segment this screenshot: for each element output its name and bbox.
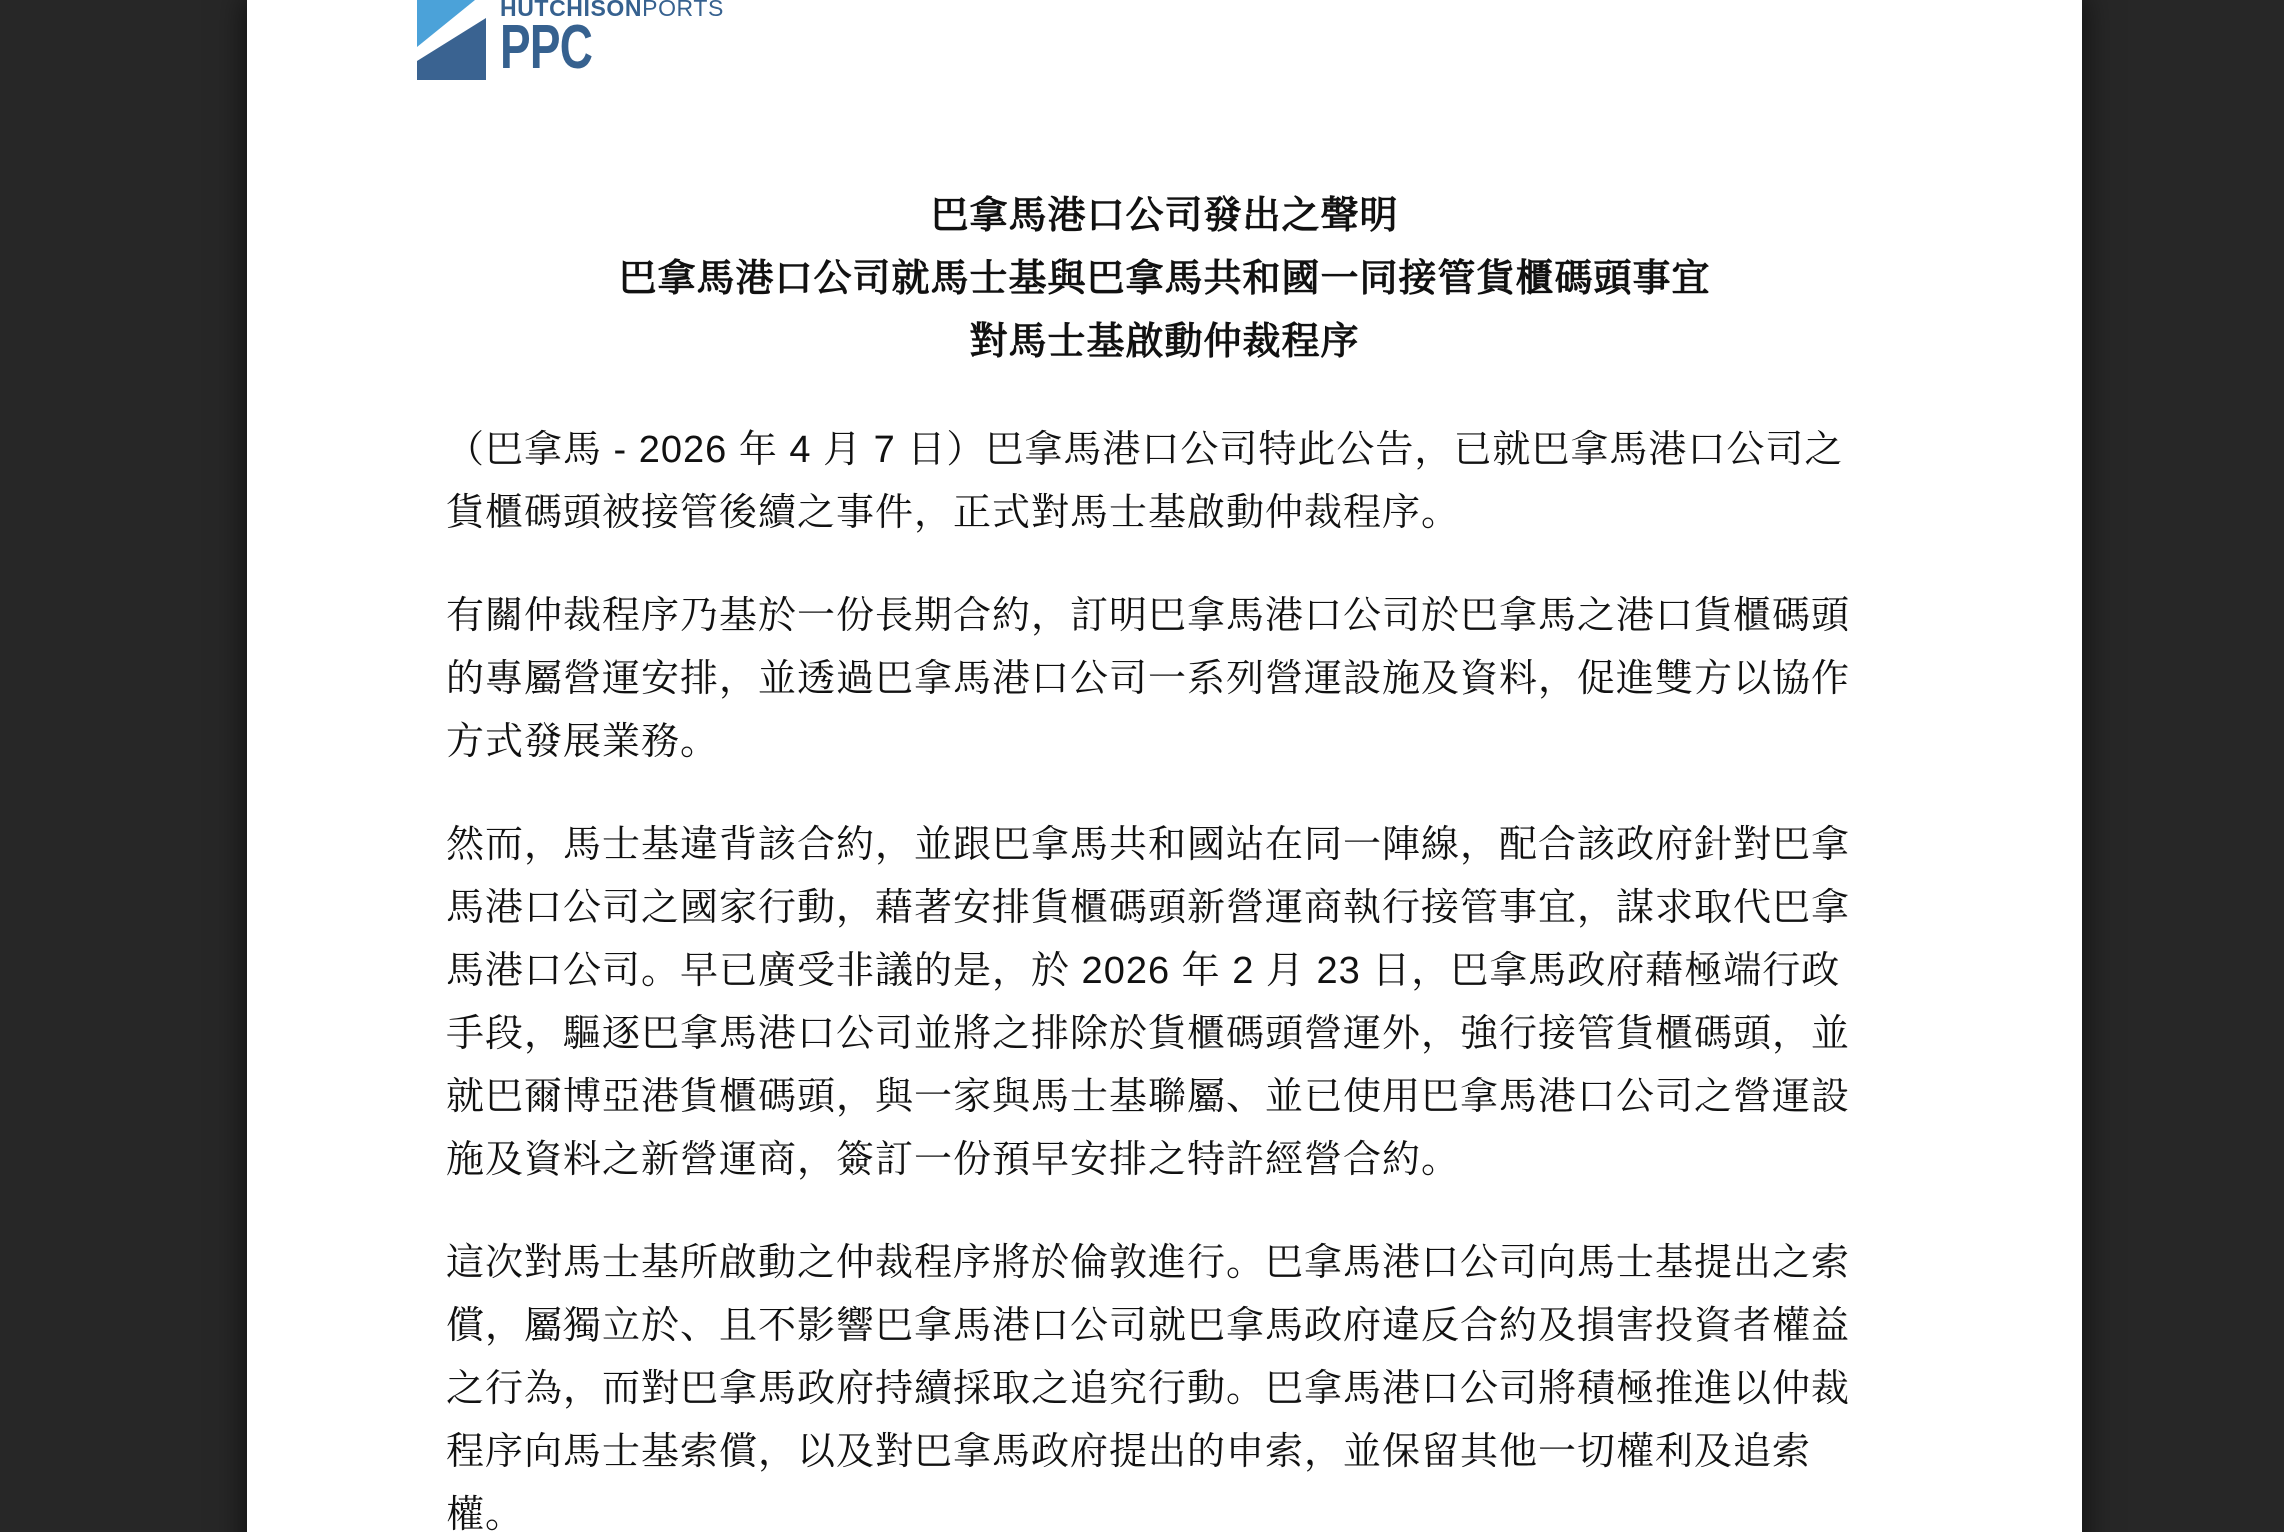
logo-unit-ppc: PPC: [500, 13, 593, 82]
paragraph: [446, 814, 1876, 1192]
paragraph: [446, 419, 1876, 545]
logo-brand-hutchison: HUTCHISON: [500, 0, 643, 21]
paragraph-line: 手段，驅逐巴拿馬港口公司並將之排除於貨櫃碼頭營運外，強行接管貨櫃碼頭，並: [446, 1013, 1851, 1055]
hutchison-ports-ppc-logo: [417, 0, 724, 80]
logo-text-block: [500, 0, 724, 80]
document-title: [247, 185, 2082, 374]
paragraph-line: 有關仲裁程序乃基於一份長期合約，訂明巴拿馬港口公司於巴拿馬之港口貨櫃碼頭: [446, 595, 1851, 637]
logo-mark-icon: [417, 0, 486, 80]
paragraph-line: （巴拿馬 - 2026 年 4 月 7 日）巴拿馬港口公司特此公告，已就巴拿馬港口公司之: [446, 429, 1844, 471]
document-page: [247, 0, 2082, 1532]
paragraph-line: 就巴爾博亞港貨櫃碼頭，與一家與馬士基聯屬、並已使用巴拿馬港口公司之營運設: [446, 1076, 1851, 1118]
paragraph-line: 施及資料之新營運商，簽訂一份預早安排之特許經營合約。: [446, 1139, 1461, 1181]
paragraph-line: 權。: [446, 1494, 525, 1532]
paragraph-line: 的專屬營運安排，並透過巴拿馬港口公司一系列營運設施及資料，促進雙方以協作: [446, 658, 1851, 700]
paragraph-line: 這次對馬士基所啟動之仲裁程序將於倫敦進行。巴拿馬港口公司向馬士基提出之索: [446, 1242, 1851, 1284]
paragraph-line: 然而，馬士基違背該合約，並跟巴拿馬共和國站在同一陣線，配合該政府針對巴拿: [446, 824, 1851, 866]
title-line: 對馬士基啟動仲裁程序: [969, 321, 1360, 363]
paragraph-line: 方式發展業務。: [446, 721, 720, 763]
paragraph-line: 程序向馬士基索償，以及對巴拿馬政府提出的申索，並保留其他一切權利及追索: [446, 1431, 1812, 1473]
paragraph-line: 馬港口公司。早已廣受非議的是，於 2026 年 2 月 23 日，巴拿馬政府藉極端行政: [446, 950, 1841, 992]
logo-brand-ports: PORTS: [642, 0, 724, 21]
paragraph-line: 償，屬獨立於、且不影響巴拿馬港口公司就巴拿馬政府違反合約及損害投資者權益: [446, 1305, 1851, 1347]
paragraph: [446, 1232, 1876, 1532]
paragraph-line: 貨櫃碼頭被接管後續之事件，正式對馬士基啟動仲裁程序。: [446, 492, 1461, 534]
document-body: [446, 419, 1876, 1532]
paragraph: [446, 585, 1876, 774]
paragraph-line: 馬港口公司之國家行動，藉著安排貨櫃碼頭新營運商執行接管事宜，謀求取代巴拿: [446, 887, 1851, 929]
paragraph-line: 之行為，而對巴拿馬政府持續採取之追究行動。巴拿馬港口公司將積極推進以仲裁: [446, 1368, 1851, 1410]
title-line: 巴拿馬港口公司就馬士基與巴拿馬共和國一同接管貨櫃碼頭事宜: [618, 258, 1711, 300]
title-line: 巴拿馬港口公司發出之聲明: [930, 195, 1399, 237]
